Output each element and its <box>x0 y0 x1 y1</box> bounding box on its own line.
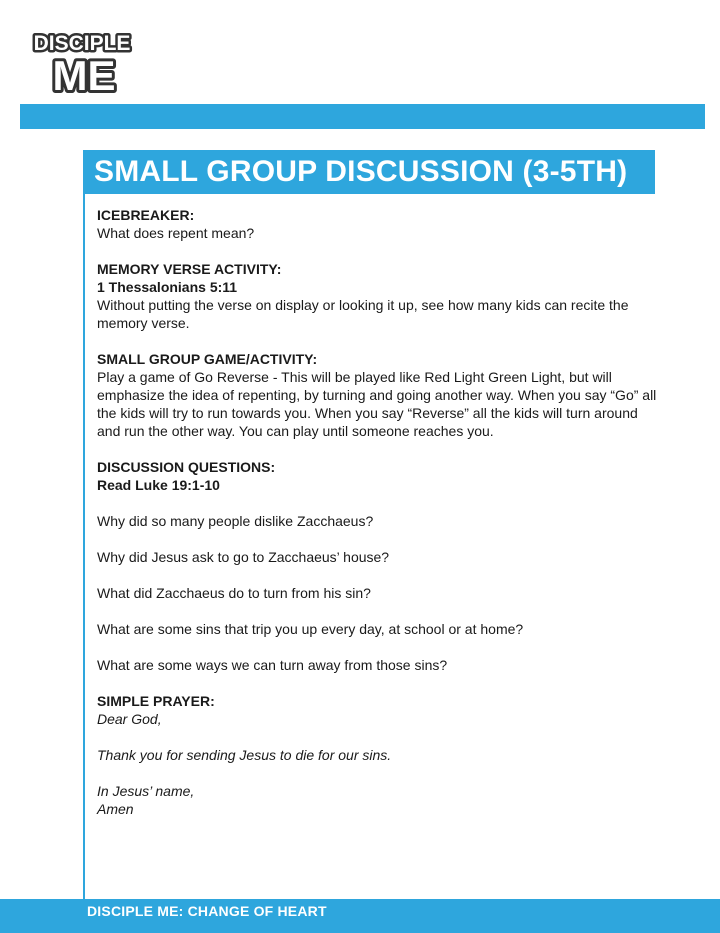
discussion-reading: Read Luke 19:1-10 <box>97 477 220 493</box>
memory-verse-text: Without putting the verse on display or looking it up, see how many kids can recite the memory verse. <box>97 297 629 331</box>
game-section <box>97 350 657 440</box>
left-accent-rule <box>83 150 85 910</box>
prayer-body: Thank you for sending Jesus to die for our sins. <box>97 747 392 763</box>
discussion-question: What are some sins that trip you up every day, at school or at home? <box>97 621 524 637</box>
prayer-amen: Amen <box>97 801 134 817</box>
prayer-section <box>97 692 657 818</box>
discussion-question: Why did so many people dislike Zacchaeus? <box>97 513 374 529</box>
discussion-heading: DISCUSSION QUESTIONS: <box>97 459 276 475</box>
icebreaker-heading: ICEBREAKER: <box>97 207 195 223</box>
disciple-me-logo <box>30 26 134 96</box>
logo-line-1: DISCIPLE <box>33 32 131 55</box>
memory-verse-section <box>97 260 657 332</box>
footer-bar <box>0 899 720 933</box>
worksheet-content <box>97 206 657 818</box>
top-accent-bar <box>20 104 705 129</box>
page-title: SMALL GROUP DISCUSSION (3-5TH) <box>94 155 628 188</box>
memory-verse-reference: 1 Thessalonians 5:11 <box>97 279 238 295</box>
prayer-heading: SIMPLE PRAYER: <box>97 693 215 709</box>
logo-line-2: ME <box>52 52 116 96</box>
prayer-closing: In Jesus’ name, <box>97 783 195 799</box>
icebreaker-section <box>97 206 657 242</box>
icebreaker-text: What does repent mean? <box>97 225 255 241</box>
game-heading: SMALL GROUP GAME/ACTIVITY: <box>97 351 318 367</box>
discussion-question: What did Zacchaeus do to turn from his sin? <box>97 585 371 601</box>
footer-text: DISCIPLE ME: CHANGE OF HEART <box>87 903 327 919</box>
discussion-question: What are some ways we can turn away from those sins? <box>97 657 448 673</box>
title-banner <box>85 150 655 194</box>
prayer-greeting: Dear God, <box>97 711 162 727</box>
memory-verse-heading: MEMORY VERSE ACTIVITY: <box>97 261 282 277</box>
discussion-section <box>97 458 657 674</box>
game-text: Play a game of Go Reverse - This will be played like Red Light Green Light, but will emphasize the idea of repenting, by turning and going another way. When you say “Go” all the kids will try to run towards you. When you say “Reverse” all the kids will turn around and run the other way. You can play until someone reaches you. <box>97 369 657 439</box>
discussion-question: Why did Jesus ask to go to Zacchaeus’ house? <box>97 549 390 565</box>
